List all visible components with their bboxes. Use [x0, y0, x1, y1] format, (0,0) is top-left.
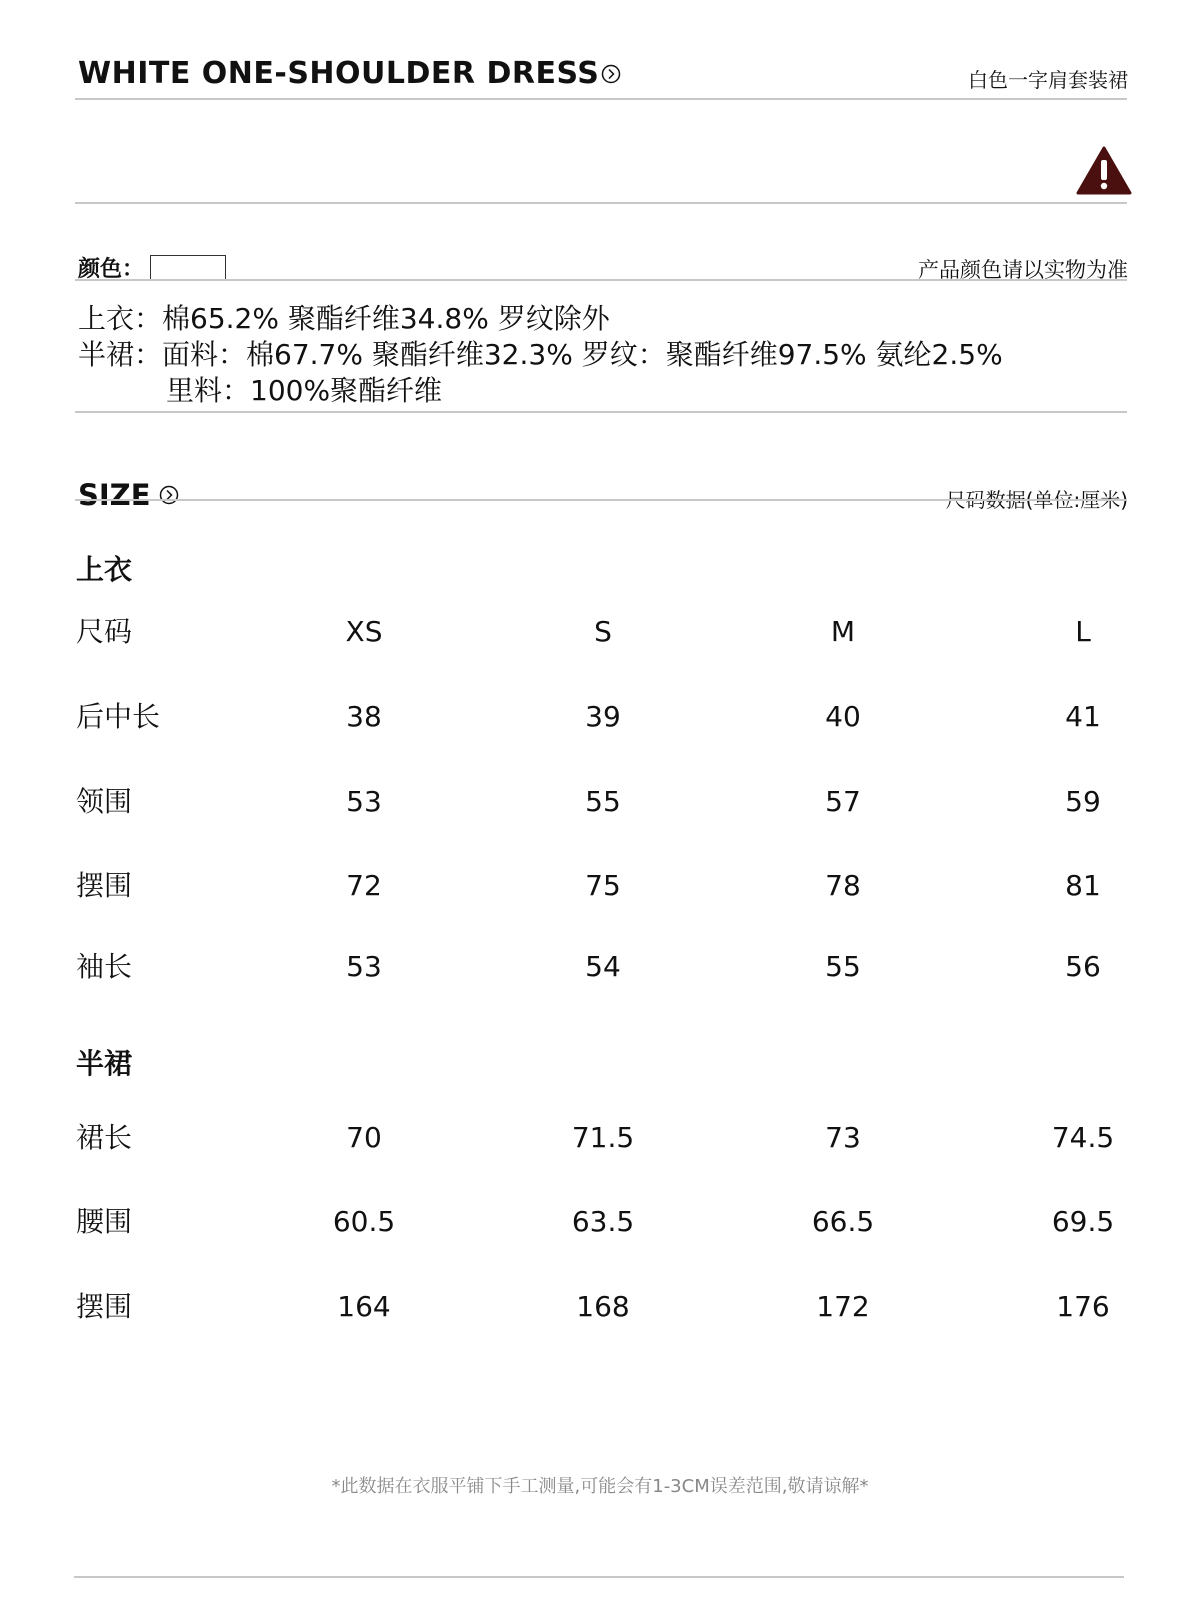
divider — [75, 98, 1127, 100]
divider — [74, 1576, 1124, 1578]
table-cell: 56 — [1065, 950, 1101, 983]
product-title — [78, 56, 621, 91]
table-cell: 69.5 — [1051, 1205, 1115, 1238]
color-swatch — [150, 255, 226, 281]
table-row — [0, 1202, 1200, 1242]
table-cell: 55 — [825, 950, 861, 983]
table-row — [0, 1287, 1200, 1327]
table-row — [0, 1118, 1200, 1158]
table-cell: 168 — [576, 1290, 630, 1323]
table-cell: 55 — [585, 785, 621, 818]
table-cell: 81 — [1065, 869, 1101, 902]
size-xs: XS — [345, 615, 383, 648]
table-cell: 39 — [585, 700, 621, 733]
size-unit-note: 尺码数据(单位:厘米) — [945, 488, 1128, 512]
row-label: 腰围 — [76, 1205, 133, 1238]
table-cell: 172 — [816, 1290, 870, 1323]
row-label: 后中长 — [76, 700, 161, 733]
table-cell: 63.5 — [571, 1205, 635, 1238]
table-cell: 41 — [1065, 700, 1101, 733]
table-cell: 176 — [1056, 1290, 1110, 1323]
row-label: 领围 — [76, 785, 133, 818]
size-heading-text: SIZE — [78, 478, 151, 512]
product-title-text: WHITE ONE-SHOULDER DRESS — [78, 56, 600, 91]
size-l: L — [1075, 615, 1091, 648]
table-row — [0, 782, 1200, 822]
divider — [75, 202, 1127, 204]
size-header-row — [0, 612, 1200, 652]
table-cell: 164 — [337, 1290, 391, 1323]
color-note: 产品颜色请以实物为准 — [918, 258, 1128, 282]
table-cell: 38 — [346, 700, 382, 733]
table-cell: 54 — [585, 950, 621, 983]
table-cell: 57 — [825, 785, 861, 818]
table-cell: 75 — [585, 869, 621, 902]
size-s: S — [594, 615, 612, 648]
fabric-line-skirt: 半裙：面料：棉67.7% 聚酯纤维32.3% 罗纹：聚酯纤维97.5% 氨纶2.5% — [78, 338, 1003, 371]
table-cell: 60.5 — [332, 1205, 396, 1238]
table-row — [0, 947, 1200, 987]
table-cell: 40 — [825, 700, 861, 733]
circle-chevron-right-icon — [159, 485, 179, 505]
row-label: 摆围 — [76, 869, 133, 902]
top-section-title: 上衣 — [76, 553, 133, 586]
table-cell: 73 — [825, 1121, 861, 1154]
table-cell: 72 — [346, 869, 382, 902]
table-cell: 53 — [346, 785, 382, 818]
size-heading — [78, 478, 179, 512]
row-label: 袖长 — [76, 950, 133, 983]
table-cell: 66.5 — [811, 1205, 875, 1238]
divider — [75, 411, 1127, 413]
circle-chevron-right-icon — [601, 64, 621, 84]
table-row — [0, 697, 1200, 737]
table-cell: 74.5 — [1051, 1121, 1115, 1154]
size-m: M — [830, 615, 856, 648]
footnote: *此数据在衣服平铺下手工测量,可能会有1-3CM误差范围,敬请谅解* — [331, 1476, 869, 1497]
skirt-section-title: 半裙 — [76, 1047, 133, 1080]
fabric-line-top: 上衣：棉65.2% 聚酯纤维34.8% 罗纹除外 — [78, 302, 610, 335]
size-header-label: 尺码 — [76, 615, 133, 648]
divider — [75, 499, 1127, 501]
row-label: 裙长 — [76, 1121, 133, 1154]
product-subtitle: 白色一字肩套装裙 — [968, 68, 1128, 92]
row-label: 摆围 — [76, 1290, 133, 1323]
table-cell: 71.5 — [571, 1121, 635, 1154]
fabric-line-lining: 里料：100%聚酯纤维 — [166, 374, 443, 407]
warning-triangle-icon — [1076, 146, 1132, 196]
table-cell: 59 — [1065, 785, 1101, 818]
table-cell: 78 — [825, 869, 861, 902]
table-row — [0, 866, 1200, 906]
divider — [75, 279, 1127, 281]
table-cell: 53 — [346, 950, 382, 983]
color-label-text: 颜色： — [78, 257, 145, 282]
table-cell: 70 — [346, 1121, 382, 1154]
